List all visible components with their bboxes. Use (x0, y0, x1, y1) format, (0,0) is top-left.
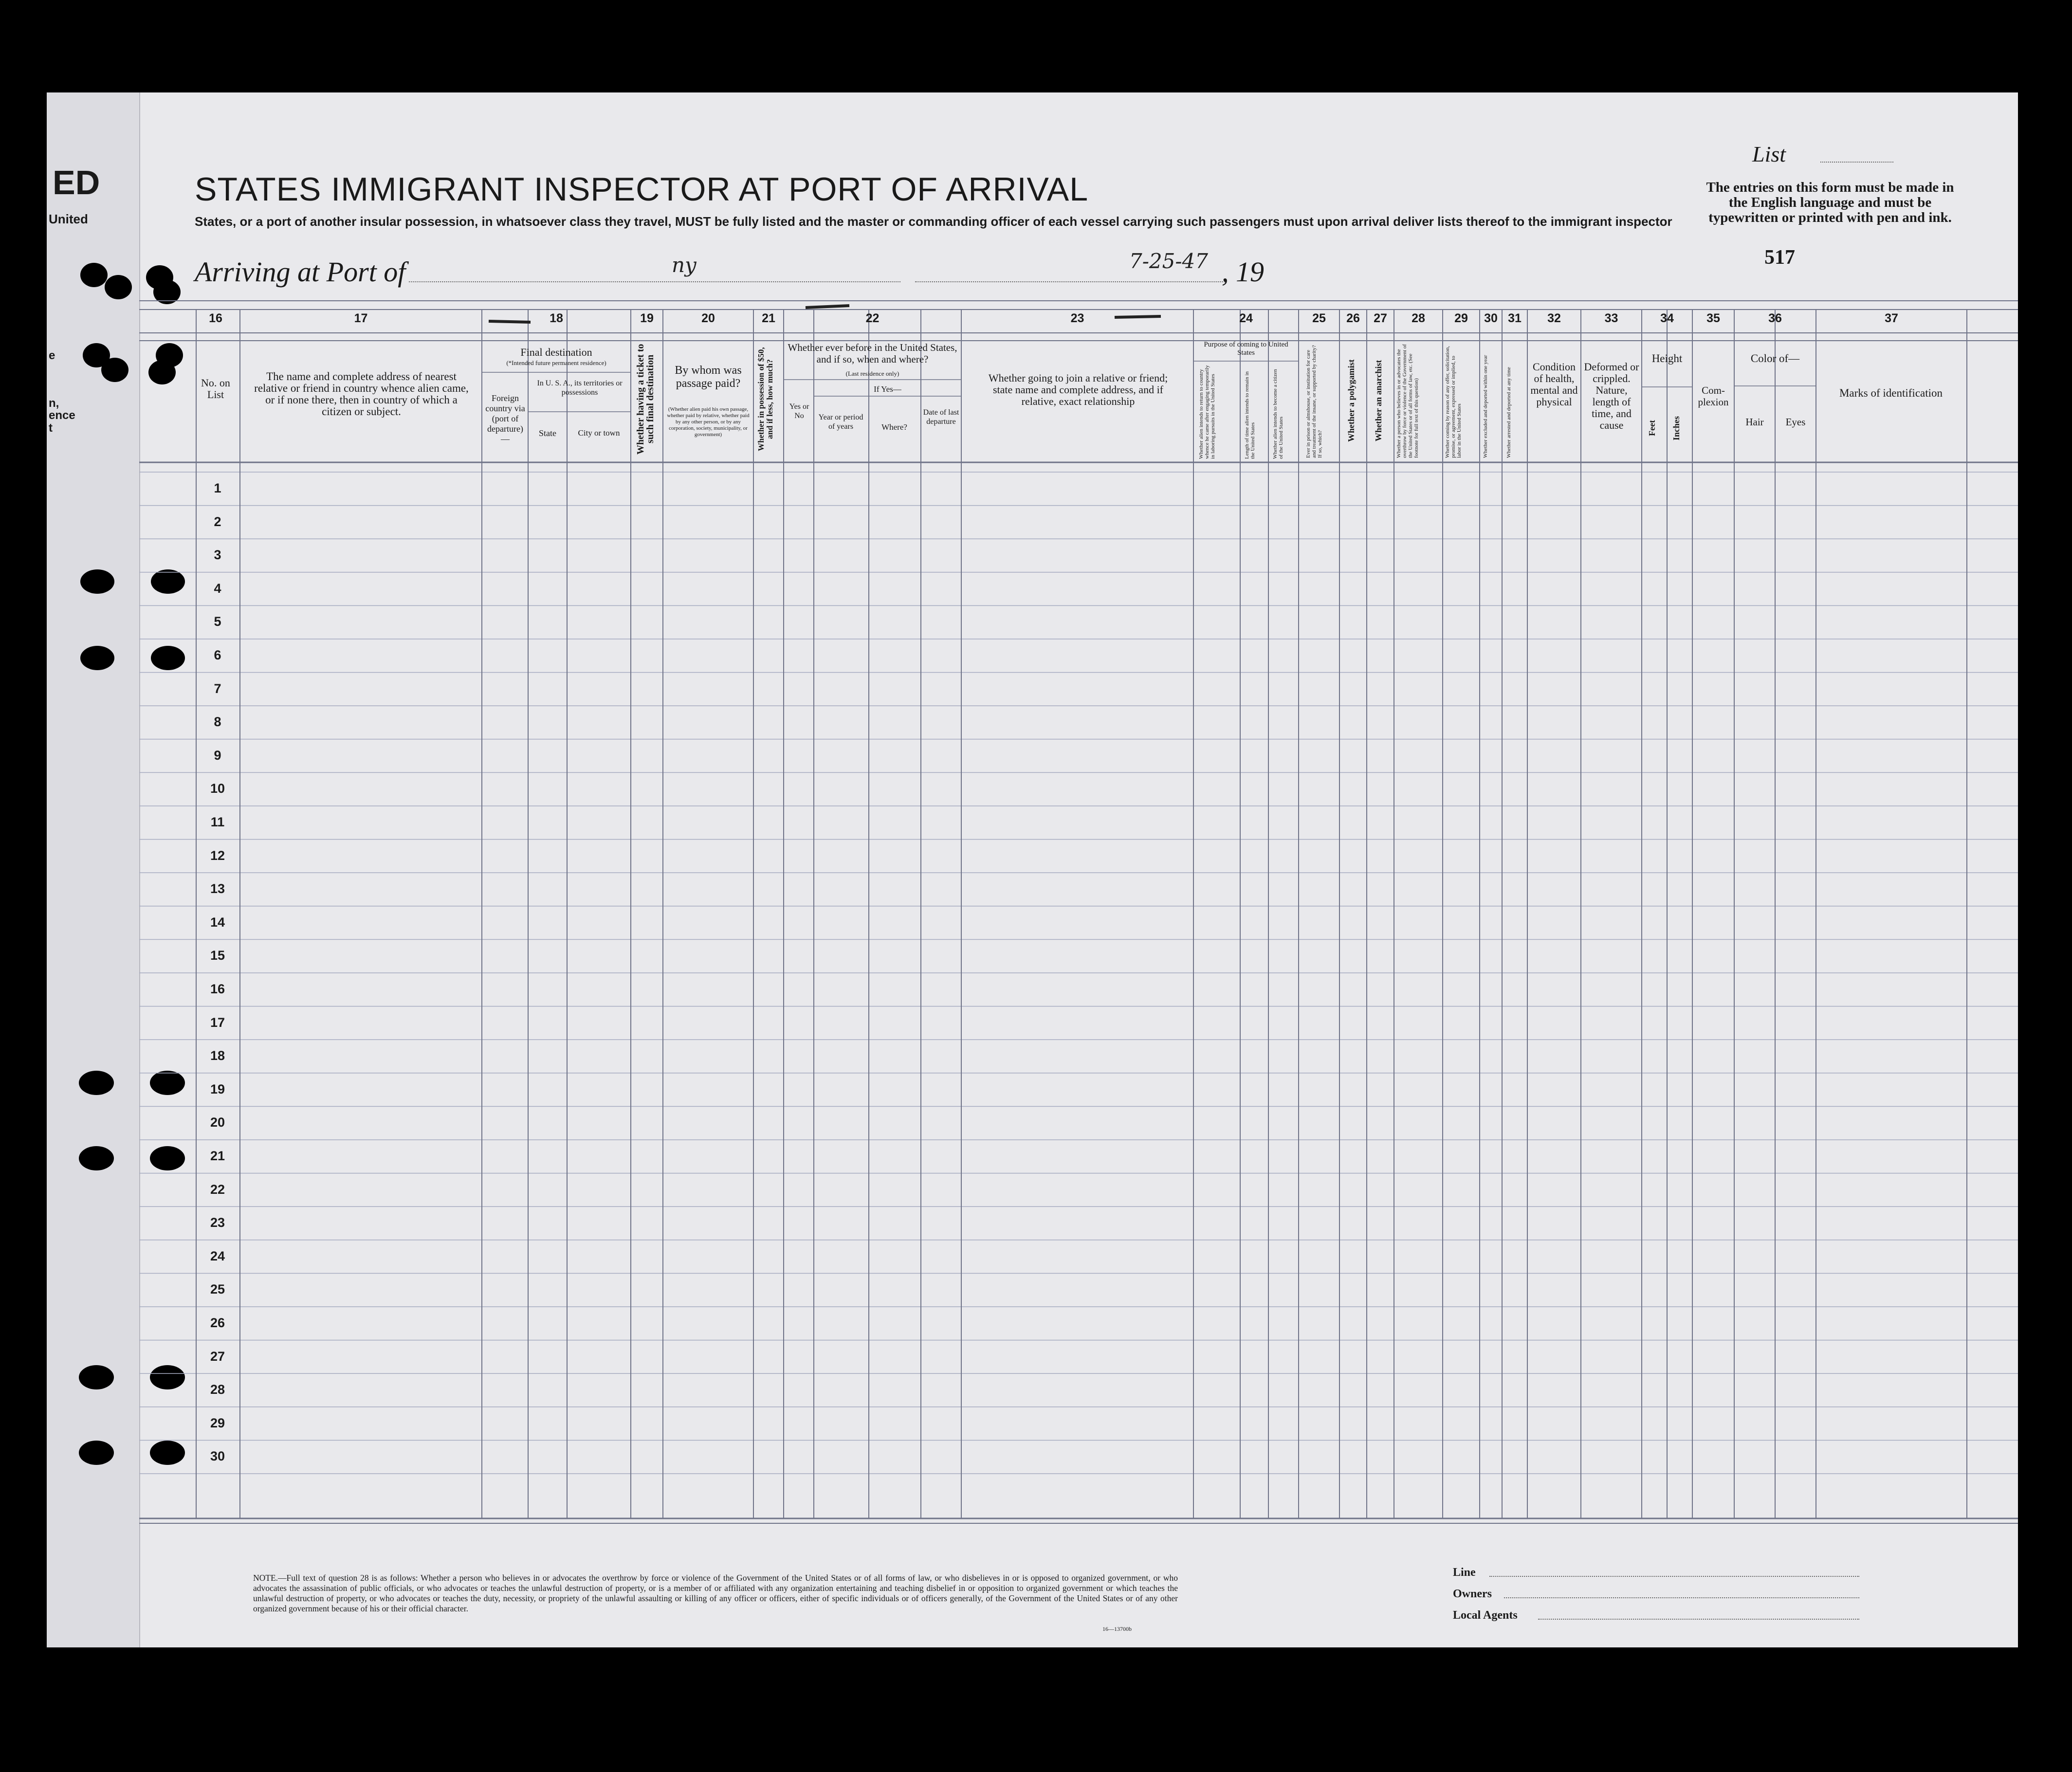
port-value: ny (672, 253, 697, 277)
language-note: The entries on this form must be made in the English language and must be typewritten or printed with pen and ink. (1706, 180, 1954, 225)
col-num-33: 33 (1604, 311, 1618, 325)
header-height: Height (1651, 352, 1683, 365)
header-state: State (539, 428, 556, 438)
col-num-18: 18 (550, 311, 563, 325)
row-number: 24 (210, 1248, 225, 1263)
header-marks: Marks of identification (1839, 387, 1943, 399)
stub-heading: ED (53, 164, 100, 201)
col-num-30: 30 (1484, 311, 1498, 325)
header-ever-before: Whether ever before in the United States, and if so, when and where? (788, 342, 957, 365)
header-inches: Inches (1671, 416, 1681, 441)
stub-label: n, (49, 397, 59, 410)
date-value: 7-25-47 (1129, 249, 1208, 273)
row-number: 13 (210, 881, 225, 896)
header-final-destination-note: (*Intended future permanent residence) (506, 359, 606, 366)
header-last-residence: (Last residence only) (845, 370, 899, 377)
row-number: 4 (214, 581, 221, 596)
form-code: 16—13700b (1102, 1626, 1132, 1632)
row-number: 28 (210, 1382, 225, 1397)
col-num-25: 25 (1312, 311, 1326, 325)
header-purpose-length: Length of time alien intends to remain in the United States (1244, 371, 1256, 459)
header-feet: Feet (1647, 420, 1657, 437)
header-purpose: Purpose of coming to United States (1204, 341, 1288, 357)
col-num-34: 34 (1660, 311, 1674, 325)
header-years: Year or period of years (818, 413, 863, 431)
col-num-23: 23 (1070, 311, 1084, 325)
owners-fill (1504, 1597, 1859, 1598)
page-number: 517 (1764, 246, 1795, 269)
header-purpose-return: Whether alien intends to return to country whence he came after engaging temporarily in laboring pursuits in the United States (1198, 365, 1216, 459)
row-number: 6 (214, 648, 221, 662)
row-number: 11 (210, 815, 225, 829)
row-number: 7 (214, 681, 221, 696)
row-number: 10 (210, 781, 225, 796)
header-question-28: Whether a person who believes in or advocates the overthrow by force or violence of the Government of the United States or of all forms of law, etc. (See footnote for full text of this question) (1396, 344, 1419, 458)
row-number: 18 (210, 1048, 225, 1063)
row-number: 9 (214, 748, 221, 763)
header-health: Condition of health, mental and physical (1530, 361, 1578, 408)
header-prison: Ever in prison or almshouse, or institution for care and treatment of the insane, or supported by charity? If so, which? (1305, 345, 1323, 458)
col-num-21: 21 (762, 311, 775, 325)
header-if-yes: If Yes— (874, 384, 901, 394)
row-number: 14 (210, 914, 225, 930)
col-num-27: 27 (1374, 311, 1387, 325)
row-number: 5 (214, 614, 221, 629)
port-label: Arriving at Port of (195, 256, 406, 288)
header-nearest-relative: The name and complete address of nearest relative or friend in country whence alien came, or if none there, then in country of which a citizen or subject. (254, 370, 469, 418)
row-number: 30 (210, 1449, 225, 1464)
col-num-26: 26 (1346, 311, 1360, 325)
row-number: 20 (210, 1115, 225, 1130)
line-fill (1489, 1576, 1859, 1577)
col-num-20: 20 (701, 311, 715, 325)
stub-label: e (49, 349, 55, 362)
header-passage-paid: By whom was passage paid? (675, 364, 742, 390)
header-city: City or town (578, 428, 620, 438)
row-number: 16 (210, 982, 225, 996)
form-title: STATES IMMIGRANT INSPECTOR AT PORT OF ARRIVAL (195, 171, 1089, 208)
header-excluded: Whether excluded and deported within one year (1483, 355, 1488, 458)
col-num-35: 35 (1706, 311, 1720, 325)
row-number: 1 (214, 481, 221, 495)
header-where: Where? (881, 422, 907, 432)
header-no-on-list: No. on List (201, 377, 230, 401)
owners-label: Owners (1453, 1588, 1492, 1600)
row-number: 8 (214, 714, 221, 730)
row-number: 12 (210, 848, 225, 863)
header-50-dollars: Whether in possession of $50, and if less, how much? (756, 347, 774, 451)
header-polygamist: Whether a polygamist (1346, 359, 1356, 442)
agents-fill (1538, 1619, 1859, 1620)
footnote-question-28: NOTE.—Full text of question 28 is as follows: Whether a person who believes in or advocates the overthrow by force or violence of the Government of the United States or of all forms of law, or who disbelieves in or is opposed to organized government, or who advocates the assassination of public officials, or who advocates or teaches the unlawful destruction of property, or is a member of or affiliated with any organization entertaining and teaching disbelief in or opposition to organized government or which teaches the unlawful destruction of property, or who advocates or teaches the duty, necessity, or propriety of the unlawful assaulting or killing of any officer or officers, either of specific individuals or of officers generally, of the Government of the United States or of any other organized government because of his or their official character. (253, 1573, 1178, 1613)
header-foreign-country: Foreign country via (port of departure)— (485, 393, 525, 444)
header-complexion: Com-plexion (1698, 384, 1729, 408)
header-anarchist: Whether an anarchist (1374, 360, 1383, 442)
header-eyes: Eyes (1785, 416, 1806, 428)
header-purpose-citizen: Whether alien intends to become a citizen of the United States (1272, 369, 1284, 459)
col-num-22: 22 (865, 311, 880, 325)
header-labor-offer: Whether coming by reason of any offer, solicitation, promise, or agreement, expressed or implied, to labor in the United States (1445, 346, 1462, 458)
agents-label: Local Agents (1453, 1609, 1518, 1622)
header-join-relative: Whether going to join a relative or friend; state name and complete address, and if relative, exact relationship (988, 372, 1168, 407)
row-number: 3 (214, 548, 221, 563)
header-deported: Whether arrested and deported at any time (1506, 367, 1512, 458)
col-num-28: 28 (1412, 311, 1425, 325)
year-prefix: , 19 (1222, 256, 1264, 288)
header-yes-no: Yes or No (789, 402, 809, 420)
line-label: Line (1453, 1566, 1476, 1579)
stub-label: ence (49, 409, 75, 422)
row-number: 27 (210, 1349, 225, 1364)
header-ticket: Whether having a ticket to such final destination (635, 344, 656, 455)
stub-subheading: United (49, 212, 88, 226)
col-num-37: 37 (1885, 311, 1898, 325)
row-number: 23 (210, 1215, 225, 1230)
col-num-16: 16 (209, 311, 222, 325)
row-number: 2 (214, 514, 221, 529)
header-last-departure: Date of last departure (923, 408, 959, 426)
row-number: 29 (210, 1415, 225, 1430)
col-num-17: 17 (354, 311, 368, 325)
row-number: 26 (210, 1315, 225, 1330)
col-num-36: 36 (1768, 311, 1782, 325)
col-num-24: 24 (1239, 311, 1253, 325)
stub-label: t (49, 421, 53, 435)
header-color-of: Color of— (1750, 352, 1800, 365)
col-num-31: 31 (1508, 311, 1522, 325)
row-number: 19 (210, 1081, 225, 1096)
row-number: 17 (210, 1015, 225, 1030)
col-num-29: 29 (1454, 311, 1468, 325)
row-number: 21 (210, 1149, 225, 1163)
list-label: List (1752, 142, 1786, 166)
row-number: 15 (210, 948, 225, 963)
header-deformed: Deformed or crippled. Nature, length of time, and cause (1584, 361, 1639, 431)
header-final-destination: Final destination (520, 346, 592, 358)
header-in-usa: In U. S. A., its territories or possessions (537, 379, 623, 397)
col-num-32: 32 (1547, 311, 1561, 325)
row-number: 25 (210, 1282, 225, 1297)
row-number: 22 (210, 1182, 225, 1197)
header-hair: Hair (1745, 416, 1764, 428)
form-instruction: States, or a port of another insular possession, in whatsoever class they travel, MUST be fully listed and the master or commanding officer of each vessel carrying such passengers must upon arrival deliver lists thereof to the immigrant inspector (195, 214, 1672, 229)
header-passage-note: (Whether alien paid his own passage, whether paid by relative, whether paid by any other person, or by any corporation, society, municipality, or government) (667, 406, 750, 438)
col-num-19: 19 (640, 311, 654, 325)
